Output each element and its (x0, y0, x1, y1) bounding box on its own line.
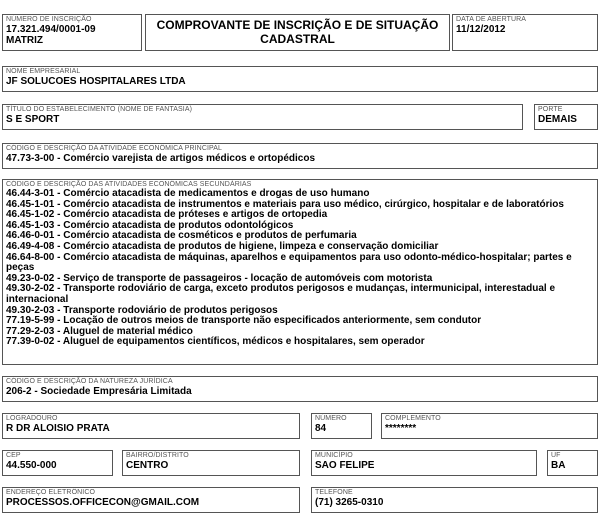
nome-fantasia-box (2, 104, 523, 130)
list-item: 49.30-2-03 - Transporte rodoviário de produtos perigosos (6, 304, 278, 316)
porte-box (534, 104, 598, 130)
data-abertura-value: 11/12/2012 (456, 24, 506, 35)
uf-value: BA (551, 460, 566, 471)
document-title-box (145, 14, 450, 51)
porte-label: PORTE (538, 106, 563, 113)
uf-box (547, 450, 598, 476)
list-item: 77.29-2-03 - Aluguel de material médico (6, 325, 193, 337)
nome-empresarial-box (2, 66, 598, 92)
nome-empresarial-value: JF SOLUCOES HOSPITALARES LTDA (6, 76, 186, 87)
email-box (2, 487, 300, 513)
municipio-box (311, 450, 537, 476)
municipio-label: MUNICÍPIO (315, 452, 353, 459)
list-item: 46.49-4-08 - Comércio atacadista de produtos de higiene, limpeza e conservação domiciliar (6, 240, 439, 252)
bairro-box (122, 450, 300, 476)
bairro-value: CENTRO (126, 460, 169, 471)
telefone-label: TELEFONE (315, 489, 353, 496)
atividade-principal-value: 47.73-3-00 - Comércio varejista de artigos médicos e ortopédicos (6, 153, 316, 164)
cep-value: 44.550-000 (6, 460, 57, 471)
atividades-secundarias-box (2, 179, 598, 365)
list-item: 49.23-0-02 - Serviço de transporte de passageiros - locação de automóveis com motorista (6, 272, 433, 284)
nome-fantasia-label: TÍTULO DO ESTABELECIMENTO (NOME DE FANTASIA) (6, 106, 193, 113)
atividade-principal-box (2, 143, 598, 169)
list-item: 46.64-8-00 - Comércio atacadista de máquinas, aparelhos e equipamentos para uso odonto-médico-hospitalar; partes e peças (6, 251, 572, 274)
logradouro-value: R DR ALOISIO PRATA (6, 423, 110, 434)
list-item: 49.30-2-02 - Transporte rodoviário de carga, exceto produtos perigosos e mudanças, intermunicipal, interestadual e internacional (6, 283, 556, 305)
nome-empresarial-label: NOME EMPRESARIAL (6, 68, 81, 75)
list-item: 46.45-1-01 - Comércio atacadista de instrumentos e materiais para uso médico, cirúrgico, hospitalar e de laboratórios (6, 198, 564, 210)
tipo-estabelecimento: MATRIZ (6, 35, 44, 46)
list-item: 46.45-1-03 - Comércio atacadista de produtos odontológicos (6, 219, 294, 231)
porte-value: DEMAIS (538, 114, 577, 125)
natureza-juridica-box (2, 376, 598, 402)
nome-fantasia-value: S E SPORT (6, 114, 60, 125)
logradouro-label: LOGRADOURO (6, 415, 58, 422)
natureza-juridica-value: 206-2 - Sociedade Empresária Limitada (6, 386, 192, 397)
list-item: 77.19-5-99 - Locação de outros meios de transporte não especificados anteriormente, sem condutor (6, 315, 482, 327)
numero-inscricao-label: NÚMERO DE INSCRIÇÃO (6, 16, 92, 23)
list-item: 46.45-1-02 - Comércio atacadista de próteses e artigos de ortopedia (6, 209, 328, 221)
atividade-principal-label: CÓDIGO E DESCRIÇÃO DA ATIVIDADE ECONÔMICA PRINCIPAL (6, 145, 223, 152)
complemento-box (381, 413, 598, 439)
bairro-label: BAIRRO/DISTRITO (126, 452, 189, 459)
cep-box (2, 450, 113, 476)
natureza-juridica-label: CÓDIGO E DESCRIÇÃO DA NATUREZA JURÍDICA (6, 378, 173, 385)
numero-value: 84 (315, 423, 327, 434)
logradouro-box (2, 413, 300, 439)
numero-inscricao-box (2, 14, 142, 51)
numero-inscricao-value: 17.321.494/0001-09 (6, 24, 96, 35)
list-item: 77.39-0-02 - Aluguel de equipamentos científicos, médicos e hospitalares, sem operador (6, 336, 425, 348)
telefone-value: (71) 3265-0310 (315, 497, 384, 508)
municipio-value: SAO FELIPE (315, 460, 375, 471)
atividades-secundarias-label: CÓDIGO E DESCRIÇÃO DAS ATIVIDADES ECONÔMICAS SECUNDÁRIAS (6, 181, 252, 188)
list-item: 46.44-3-01 - Comércio atacadista de medicamentos e drogas de uso humano (6, 188, 370, 199)
document-title-line1: COMPROVANTE DE INSCRIÇÃO E DE SITUAÇÃO (156, 18, 439, 32)
data-abertura-box (452, 14, 598, 51)
numero-box (311, 413, 372, 439)
cep-label: CEP (6, 452, 21, 459)
complemento-label: COMPLEMENTO (385, 415, 441, 422)
complemento-value: ******** (385, 423, 417, 434)
data-abertura-label: DATA DE ABERTURA (456, 16, 527, 23)
numero-label: NÚMERO (315, 415, 347, 422)
email-label: ENDEREÇO ELETRÔNICO (6, 489, 96, 496)
email-value: PROCESSOS.OFFICECON@GMAIL.COM (6, 497, 200, 508)
list-item: 46.46-0-01 - Comércio atacadista de cosméticos e produtos de perfumaria (6, 230, 357, 242)
uf-label: UF (551, 452, 561, 459)
document-title-line2: CADASTRAL (260, 32, 335, 46)
atividades-secundarias-list (3, 189, 597, 348)
telefone-box (311, 487, 598, 513)
document-title (146, 15, 449, 46)
